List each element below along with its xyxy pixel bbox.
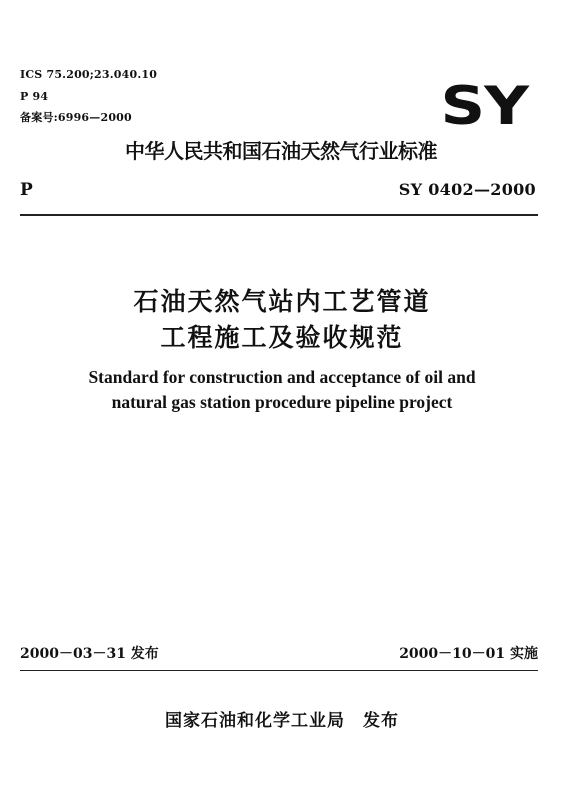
registration-number: 备案号:6996—2000: [20, 111, 132, 124]
category-code: P 94: [20, 90, 49, 103]
issue-date: 2000－03－31 发布: [20, 646, 159, 662]
category-letter: P: [20, 180, 33, 200]
chinese-title-line-2: 工程施工及验收规范: [160, 323, 404, 352]
ics-code: ICS 75.200;23.040.10: [20, 68, 158, 81]
sy-logo: SY: [440, 74, 528, 137]
standard-number: SY 0402—2000: [398, 180, 536, 199]
header-divider: [20, 214, 538, 216]
publisher: 国家石油和化学工业局 发布: [165, 711, 399, 731]
chinese-title-line-1: 石油天然气站内工艺管道: [133, 287, 431, 316]
implementation-date: 2000－10－01 实施: [399, 646, 538, 662]
english-title-line-2: natural gas station procedure pipeline project: [111, 392, 453, 412]
footer-divider: [20, 670, 538, 671]
standard-org-title: 中华人民共和国石油天然气行业标准: [125, 139, 437, 163]
english-title-line-1: Standard for construction and acceptance of oil and: [88, 367, 476, 387]
